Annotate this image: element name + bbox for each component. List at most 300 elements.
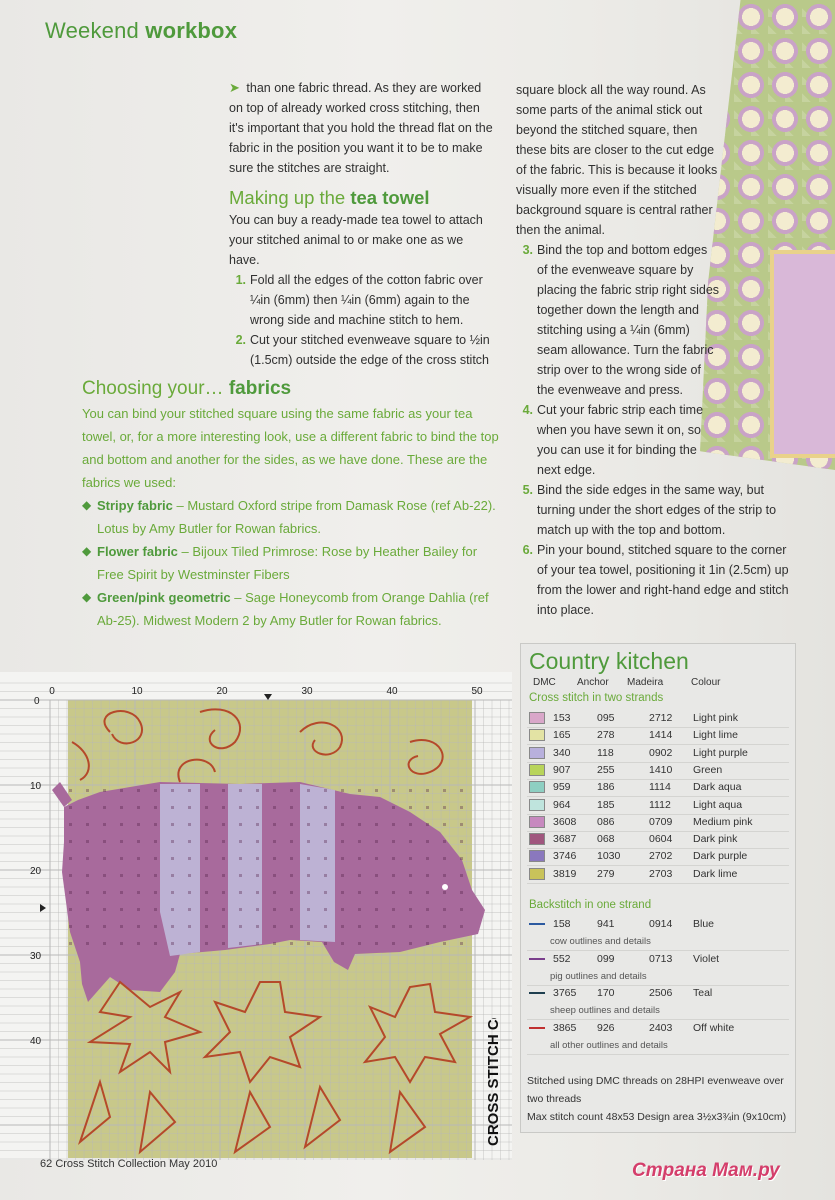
stitch-symbol <box>392 908 395 911</box>
stitch-symbol <box>205 925 208 928</box>
stitch-symbol <box>171 789 174 792</box>
stitch-symbol <box>375 823 378 826</box>
backstitch-row <box>527 916 789 951</box>
stitch-symbol <box>307 925 310 928</box>
stitch-symbol <box>358 840 361 843</box>
stitch-symbol <box>290 874 293 877</box>
thread-row <box>527 779 789 797</box>
thread-madeira: 2703 <box>649 867 673 880</box>
y-tick-label: 40 <box>30 1036 42 1047</box>
stitch-symbol <box>69 789 72 792</box>
thread-anchor: 279 <box>597 867 615 880</box>
stitch-symbol <box>375 840 378 843</box>
thread-dmc: 907 <box>553 763 571 776</box>
backstitch-note: pig outlines and details <box>550 970 647 982</box>
y-tick-label: 0 <box>34 696 40 707</box>
thread-madeira: 0713 <box>649 952 673 965</box>
thread-row <box>527 814 789 832</box>
diamond-bullet-icon: ◆ <box>82 498 92 512</box>
stitch-symbol <box>239 874 242 877</box>
section-title <box>45 18 237 44</box>
fabric-item <box>82 540 502 586</box>
stitch-symbol <box>273 942 276 945</box>
making-up-heading-bold: tea towel <box>350 187 430 208</box>
stitch-symbol <box>324 942 327 945</box>
step-number: 3. <box>522 243 533 257</box>
step-6 <box>516 540 798 620</box>
stitch-symbol <box>290 857 293 860</box>
stitch-symbol <box>290 806 293 809</box>
stitch-symbol <box>256 942 259 945</box>
thread-madeira: 1114 <box>649 781 671 794</box>
stitch-symbol <box>137 789 140 792</box>
stitch-symbol <box>307 874 310 877</box>
step-text: Pin your bound, stitched square to the corner of your tea towel, positioning it 1in (2.5cm) up from the lower and right-hand edge and stitch into place. <box>537 543 789 617</box>
stitch-symbol <box>324 823 327 826</box>
thread-swatch <box>529 712 545 724</box>
stitch-symbol <box>120 925 123 928</box>
making-up-heading-plain: Making up the <box>229 187 346 208</box>
stitch-symbol <box>120 891 123 894</box>
stitch-symbol <box>375 806 378 809</box>
stitch-symbol <box>307 840 310 843</box>
thread-swatch <box>529 850 545 862</box>
stitch-symbol <box>69 925 72 928</box>
stitch-symbol <box>460 925 463 928</box>
stitch-symbol <box>392 942 395 945</box>
thread-row <box>527 797 789 815</box>
stitch-symbol <box>222 942 225 945</box>
stitch-symbol <box>69 823 72 826</box>
continue-arrow-icon: ➤ <box>229 80 240 95</box>
step-text: Bind the top and bottom edges of the evenweave square by placing the fabric strip right sides together down the length and stitching using a ¼in (6mm) seam allowance. Turn the fabric strip over to the wrong side of the evenweave and press. <box>537 243 720 397</box>
stitch-symbol <box>460 874 463 877</box>
stitch-symbol <box>239 840 242 843</box>
stitch-symbol <box>188 942 191 945</box>
stitch-symbol <box>188 840 191 843</box>
stitch-symbol <box>290 840 293 843</box>
stitch-symbol <box>69 908 72 911</box>
stitch-symbol <box>239 823 242 826</box>
stitch-symbol <box>256 857 259 860</box>
stitch-symbol <box>154 942 157 945</box>
thread-madeira: 0604 <box>649 833 673 846</box>
thread-anchor: 186 <box>597 781 615 794</box>
stitch-symbol <box>290 925 293 928</box>
stitch-symbol <box>256 891 259 894</box>
stitch-symbol <box>205 891 208 894</box>
stitch-symbol <box>273 908 276 911</box>
x-tick-label: 10 <box>131 686 143 697</box>
stitch-symbol <box>222 823 225 826</box>
col-colour: Colour <box>691 677 721 688</box>
stitch-symbol <box>103 806 106 809</box>
stitch-symbol <box>409 874 412 877</box>
stitch-symbol <box>103 874 106 877</box>
stitch-symbol <box>154 823 157 826</box>
stitch-symbol <box>86 908 89 911</box>
stitch-symbol <box>103 942 106 945</box>
stitch-symbol <box>137 942 140 945</box>
stitch-symbol <box>188 925 191 928</box>
backstitch-note: sheep outlines and details <box>550 1005 660 1016</box>
thread-dmc: 3819 <box>553 867 577 880</box>
stitch-symbol <box>69 891 72 894</box>
intro-paragraph <box>229 78 497 178</box>
stitch-symbol <box>341 823 344 826</box>
stitch-symbol <box>426 823 429 826</box>
thread-row <box>527 710 789 728</box>
stitch-symbol <box>103 908 106 911</box>
stitch-symbol <box>137 857 140 860</box>
stitch-symbol <box>120 874 123 877</box>
stitch-symbol <box>120 806 123 809</box>
step-number: 6. <box>522 543 533 557</box>
stitch-symbol <box>86 925 89 928</box>
stitch-symbol <box>256 874 259 877</box>
stitch-symbol <box>188 908 191 911</box>
stitch-symbol <box>341 942 344 945</box>
thread-colour: Off white <box>693 1021 735 1034</box>
stitch-symbol <box>273 840 276 843</box>
section-title-plain: Weekend <box>45 18 139 43</box>
thread-row <box>527 727 789 745</box>
thread-colour: Light lime <box>693 729 738 742</box>
stitch-symbol <box>69 840 72 843</box>
stitch-symbol <box>171 806 174 809</box>
stitch-symbol <box>324 891 327 894</box>
col-anchor: Anchor <box>577 677 609 688</box>
stitch-symbol <box>426 840 429 843</box>
stitch-symbol <box>205 806 208 809</box>
left-column <box>229 78 497 370</box>
thread-key <box>520 643 796 1133</box>
backstitch-row <box>527 951 789 986</box>
stitch-symbol <box>256 908 259 911</box>
thread-anchor: 255 <box>597 763 615 776</box>
stitch-symbol <box>86 823 89 826</box>
stitch-symbol <box>409 891 412 894</box>
backstitch-line <box>529 958 545 960</box>
thread-anchor: 185 <box>597 798 615 811</box>
step-text: Cut your stitched evenweave square to ½in (1.5cm) outside the edge of the cross stitch <box>250 333 490 367</box>
col-madeira: Madeira <box>627 677 664 688</box>
thread-madeira: 0914 <box>649 918 673 930</box>
stitch-symbol <box>137 891 140 894</box>
stitch-symbol <box>409 806 412 809</box>
step-text: Bind the side edges in the same way, but turning under the short edges of the strip to match up with the top and bottom. <box>537 483 777 537</box>
step-2 <box>229 330 497 370</box>
stitch-symbol <box>273 857 276 860</box>
thread-anchor: 095 <box>597 712 615 724</box>
stitch-symbol <box>239 806 242 809</box>
stitch-symbol <box>154 806 157 809</box>
y-tick-label: 30 <box>30 951 42 962</box>
step-4 <box>516 400 721 480</box>
continued-text: square block all the way round. As some parts of the animal stick out beyond the stitched square, then these bits are closer to the cut edge of the fabric. This is because it looks visually more even if the stitched background square is central rather then the animal. <box>516 83 718 237</box>
thread-madeira: 2506 <box>649 987 673 999</box>
stitch-symbol <box>341 857 344 860</box>
stitch-symbol <box>426 891 429 894</box>
stitch-symbol <box>103 857 106 860</box>
stitch-symbol <box>154 908 157 911</box>
stitch-symbol <box>341 925 344 928</box>
stitch-symbol <box>358 925 361 928</box>
stitch-symbol <box>392 840 395 843</box>
stitch-symbol <box>375 891 378 894</box>
stitch-symbol <box>256 925 259 928</box>
thread-colour: Teal <box>693 987 713 999</box>
stitch-symbol <box>358 908 361 911</box>
fabrics-section <box>82 377 502 632</box>
x-tick-label: 20 <box>216 686 228 697</box>
stitch-symbol <box>307 806 310 809</box>
stitch-symbol <box>103 789 106 792</box>
key-title: Country kitchen <box>529 648 689 674</box>
thread-anchor: 118 <box>597 746 614 759</box>
right-column <box>516 80 798 620</box>
stitch-symbol <box>341 806 344 809</box>
making-up-lead: You can buy a ready-made tea towel to attach your stitched animal to or make one as we have. <box>229 213 483 267</box>
stitch-symbol <box>443 823 446 826</box>
stitch-symbol <box>375 857 378 860</box>
backstitch-line <box>529 1027 545 1029</box>
stitch-symbol <box>120 789 123 792</box>
stitch-symbol <box>375 925 378 928</box>
stitch-symbol <box>222 857 225 860</box>
stitch-symbol <box>392 891 395 894</box>
thread-colour: Dark purple <box>693 850 748 863</box>
stitch-symbol <box>120 840 123 843</box>
stitch-symbol <box>290 891 293 894</box>
thread-anchor: 1030 <box>597 850 621 863</box>
stitch-symbol <box>239 857 242 860</box>
stitch-symbol <box>307 942 310 945</box>
thread-colour: Light pink <box>693 712 738 724</box>
thread-colour: Dark pink <box>693 833 738 846</box>
pig-light-stripe <box>160 784 200 956</box>
stitch-symbol <box>273 806 276 809</box>
thread-anchor: 278 <box>597 729 615 742</box>
thread-dmc: 3865 <box>553 1021 577 1034</box>
thread-anchor: 068 <box>597 833 615 846</box>
stitch-symbol <box>86 806 89 809</box>
stitch-symbol <box>154 874 157 877</box>
stitch-symbol <box>443 891 446 894</box>
thread-row <box>527 848 789 866</box>
thread-madeira: 0902 <box>649 746 673 759</box>
stitch-symbol <box>358 789 361 792</box>
stitch-symbol <box>307 789 310 792</box>
stitch-symbol <box>154 891 157 894</box>
step-number: 2. <box>235 333 246 347</box>
thread-dmc: 3746 <box>553 850 577 863</box>
stitch-symbol <box>137 840 140 843</box>
stitch-symbol <box>205 823 208 826</box>
stitch-symbol <box>324 806 327 809</box>
fabrics-heading <box>82 377 502 400</box>
stitch-symbol <box>443 806 446 809</box>
thread-row <box>527 762 789 780</box>
logo-svg <box>480 1018 504 1148</box>
key-footer-fabric: Stitched using DMC threads on 28HPI evenweave over two threads <box>527 1075 784 1105</box>
thread-swatch <box>529 799 545 811</box>
thread-swatch <box>529 764 545 776</box>
making-up-heading <box>229 186 497 210</box>
stitch-symbol <box>188 891 191 894</box>
thread-madeira: 2702 <box>649 850 673 863</box>
stitch-symbol <box>426 942 429 945</box>
stitch-symbol <box>307 857 310 860</box>
stitch-symbol <box>239 908 242 911</box>
thread-row <box>527 866 789 884</box>
thread-dmc: 153 <box>553 712 571 724</box>
stitch-symbol <box>358 874 361 877</box>
stitch-symbol <box>341 908 344 911</box>
stitch-symbol <box>409 789 412 792</box>
stitch-symbol <box>256 806 259 809</box>
stitch-symbol <box>137 925 140 928</box>
stitch-symbol <box>205 857 208 860</box>
fabrics-intro: You can bind your stitched square using the same fabric as your tea towel, or, for a more interesting look, use a different fabric to bind the top and bottom and another for the sides, as we have done. These are the fabrics we used: <box>82 406 499 490</box>
stitch-symbol <box>290 942 293 945</box>
step-number: 1. <box>235 273 246 287</box>
stitch-symbol <box>324 840 327 843</box>
fabric-desc: – Mustard Oxford stripe from Damask Rose (ref Ab-22). Lotus by Amy Butler for Rowan fabrics. <box>97 498 496 536</box>
stitch-symbol <box>120 823 123 826</box>
stitch-symbol <box>205 840 208 843</box>
site-watermark: Страна Мам.ру <box>632 1160 780 1181</box>
stitch-symbol <box>324 908 327 911</box>
stitch-symbol <box>443 840 446 843</box>
backstitch-heading: Backstitch in one strand <box>529 899 652 911</box>
stitch-symbol <box>460 857 463 860</box>
stitch-symbol <box>273 874 276 877</box>
stitch-symbol <box>443 942 446 945</box>
stitch-symbol <box>205 942 208 945</box>
step-1 <box>229 270 497 330</box>
stitch-symbol <box>358 857 361 860</box>
stitch-symbol <box>443 857 446 860</box>
thread-dmc: 158 <box>553 918 571 930</box>
thread-dmc: 959 <box>553 781 571 794</box>
stitch-symbol <box>375 908 378 911</box>
stitch-symbol <box>358 942 361 945</box>
stitch-symbol <box>171 908 174 911</box>
x-tick-label: 50 <box>471 686 483 697</box>
stitch-symbol <box>222 908 225 911</box>
stitch-symbol <box>358 806 361 809</box>
step-5 <box>516 480 798 540</box>
stitch-symbol <box>409 925 412 928</box>
stitch-symbol <box>273 789 276 792</box>
stitch-symbol <box>307 908 310 911</box>
thread-madeira: 1414 <box>649 729 673 742</box>
key-footer-size: Max stitch count 48x53 Design area 3½x3¾in (9x10cm) <box>527 1111 787 1123</box>
stitch-symbol <box>392 925 395 928</box>
stitch-symbol <box>409 908 412 911</box>
stitch-symbol <box>358 823 361 826</box>
stitch-symbol <box>239 891 242 894</box>
stitch-symbol <box>86 891 89 894</box>
fabric-name: Stripy fabric <box>97 498 173 513</box>
thread-madeira: 2403 <box>649 1021 673 1034</box>
stitch-symbol <box>188 874 191 877</box>
stitch-symbol <box>324 874 327 877</box>
stitch-symbol <box>103 840 106 843</box>
stitch-symbol <box>426 806 429 809</box>
stitch-symbol <box>86 874 89 877</box>
stitch-symbol <box>273 925 276 928</box>
stitch-symbol <box>171 874 174 877</box>
stitch-symbol <box>120 908 123 911</box>
issue-date: May 2010 <box>169 1158 218 1170</box>
x-tick-label: 40 <box>386 686 398 697</box>
stitch-symbol <box>222 891 225 894</box>
stitch-symbol <box>137 806 140 809</box>
thread-swatch <box>529 816 545 828</box>
logo-text: CROSS STITCH Collection <box>485 1018 502 1146</box>
stitch-symbol <box>375 942 378 945</box>
stitch-symbol <box>171 857 174 860</box>
stitch-symbol <box>222 840 225 843</box>
stitch-symbol <box>426 874 429 877</box>
step-text: Cut your fabric strip each time when you have sewn it on, so you can use it for binding the next edge. <box>537 403 704 477</box>
stitch-symbol <box>120 942 123 945</box>
stitch-symbol <box>460 891 463 894</box>
stitch-symbol <box>290 823 293 826</box>
thread-dmc: 964 <box>553 798 571 811</box>
stitch-symbol <box>171 840 174 843</box>
thread-madeira: 0709 <box>649 815 673 828</box>
stitch-symbol <box>290 908 293 911</box>
stitch-symbol <box>171 925 174 928</box>
y-tick-label: 20 <box>30 866 42 877</box>
stitch-symbol <box>69 857 72 860</box>
stitch-symbol <box>324 789 327 792</box>
thread-colour: Light purple <box>693 746 748 759</box>
stitch-symbol <box>188 806 191 809</box>
stitch-symbol <box>154 840 157 843</box>
stitch-symbol <box>137 823 140 826</box>
fabric-name: Green/pink geometric <box>97 590 231 605</box>
stitch-symbol <box>426 925 429 928</box>
intro-text: than one fabric thread. As they are worked on top of already worked cross stitching, then it's important that you hold the thread flat on the fabric in the position you want it to be to make sure the stitches are straight. <box>229 81 493 175</box>
stitch-symbol <box>273 891 276 894</box>
fabric-desc: – Bijoux Tiled Primrose: Rose by Heather Bailey for Free Spirit by Westminster Fibers <box>97 544 478 582</box>
stitch-symbol <box>443 908 446 911</box>
stitch-symbol <box>341 789 344 792</box>
thread-dmc: 340 <box>553 746 571 759</box>
backstitch-note: all other outlines and details <box>550 1039 668 1051</box>
thread-colour: Dark aqua <box>693 781 742 794</box>
stitch-symbol <box>426 908 429 911</box>
thread-anchor: 170 <box>597 987 615 999</box>
stitch-symbol <box>307 891 310 894</box>
stitch-symbol <box>222 874 225 877</box>
stitch-symbol <box>256 840 259 843</box>
thread-colour: Light aqua <box>693 798 743 811</box>
stitch-symbol <box>409 840 412 843</box>
stitch-symbol <box>69 806 72 809</box>
magazine-name: Cross Stitch Collection <box>55 1158 166 1170</box>
stitch-symbol <box>154 857 157 860</box>
stitch-symbol <box>239 789 242 792</box>
stitch-symbol <box>222 925 225 928</box>
thread-colour: Green <box>693 763 723 776</box>
pig-eye <box>442 884 448 890</box>
backstitch-line <box>529 992 545 994</box>
